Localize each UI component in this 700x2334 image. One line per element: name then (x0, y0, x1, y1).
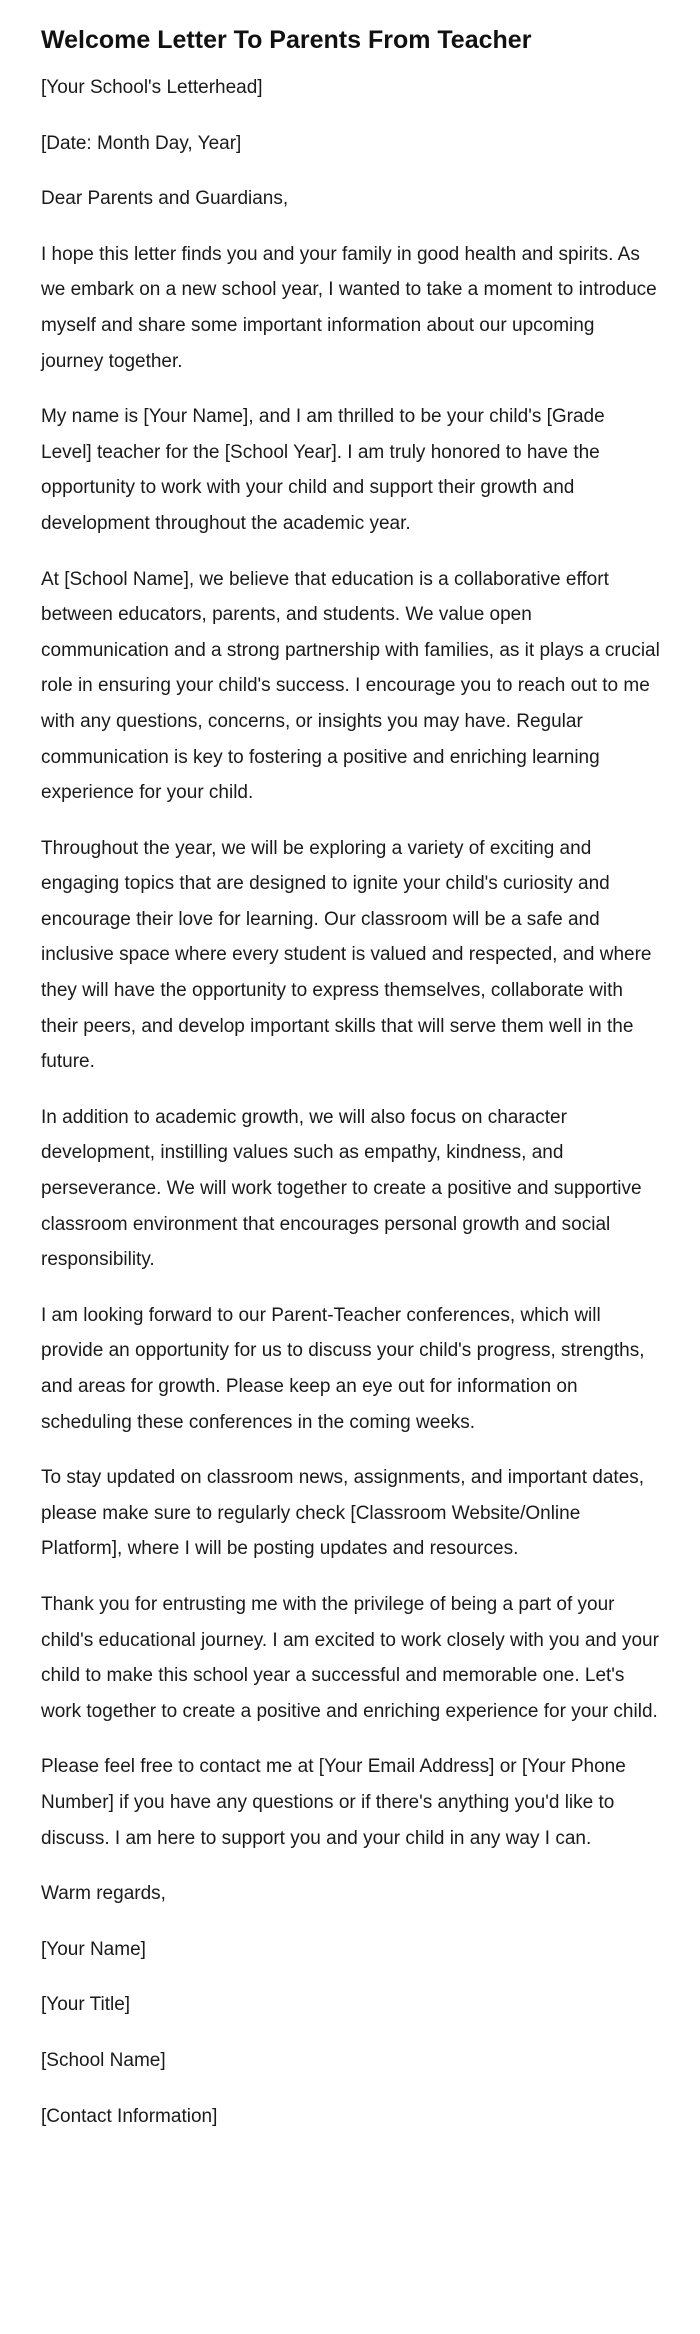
paragraph-curriculum: Throughout the year, we will be exploring a variety of exciting and engaging topics that are designed to ignite your child's curiosity and encourage their love for learning. Our classroom will be a safe and inclusive space where every student is valued and respected, and where they will have the opportunity to express themselves, collaborate with their peers, and develop important skills that will serve them well in the future. (41, 837, 652, 1073)
paragraph-thanks: Thank you for entrusting me with the privilege of being a part of your child's educational journey. I am excited to work closely with you and your child to make this school year a successful and memorable one. Let's work together to create a positive and enriching experience for your child. (41, 1593, 659, 1722)
salutation: Dear Parents and Guardians, (41, 188, 289, 210)
letterhead-placeholder: [Your School's Letterhead] (41, 77, 263, 98)
signature-contact: [Contact Information] (41, 2105, 218, 2127)
document-title: Welcome Letter To Parents From Teacher (41, 26, 532, 54)
paragraph-conferences: I am looking forward to our Parent-Teacher conferences, which will provide an opportunity for us to discuss your child's progress, strengths, and areas for growth. Please keep an eye out for information on scheduling these conferences in the coming weeks. (41, 1304, 645, 1433)
paragraph-character: In addition to academic growth, we will also focus on character development, instilling values such as empathy, kindness, and perseverance. We will work together to create a positive and supportive classroom environment that encourages personal growth and social responsibility. (41, 1106, 642, 1271)
letter-body (41, 70, 660, 2134)
paragraph-contact: Please feel free to contact me at [Your Email Address] or [Your Phone Number] if you have any questions or if there's anything you'd like to discuss. I am here to support you and your child in any way I can. (41, 1756, 626, 1849)
signature-title: [Your Title] (41, 1994, 131, 2016)
signature-school: [School Name] (41, 2049, 166, 2071)
paragraph-teacher-intro: My name is [Your Name], and I am thrilled to be your child's [Grade Level] teacher for the [School Year]. I am truly honored to have the opportunity to work with your child and support their growth and development throughout the academic year. (41, 406, 605, 534)
paragraph-introduction: I hope this letter finds you and your family in good health and spirits. As we embark on a new school year, I wanted to take a moment to introduce myself and share some important information about our upcoming journey together. (41, 243, 657, 372)
signature-name: [Your Name] (41, 1938, 146, 1960)
paragraph-updates: To stay updated on classroom news, assignments, and important dates, please make sure to regularly check [Classroom Website/Online Platform], where I will be posting updates and resources. (41, 1467, 645, 1560)
paragraph-collaboration: At [School Name], we believe that education is a collaborative effort between educators, parents, and students. We value open communication and a strong partnership with families, as it plays a crucial role in ensuring your child's success. I encourage you to reach out to me with any questions, concerns, or insights you may have. Regular communication is key to fostering a positive and enriching learning experience for your child. (41, 568, 660, 804)
date-placeholder: [Date: Month Day, Year] (41, 132, 242, 154)
closing: Warm regards, (41, 1883, 166, 1905)
